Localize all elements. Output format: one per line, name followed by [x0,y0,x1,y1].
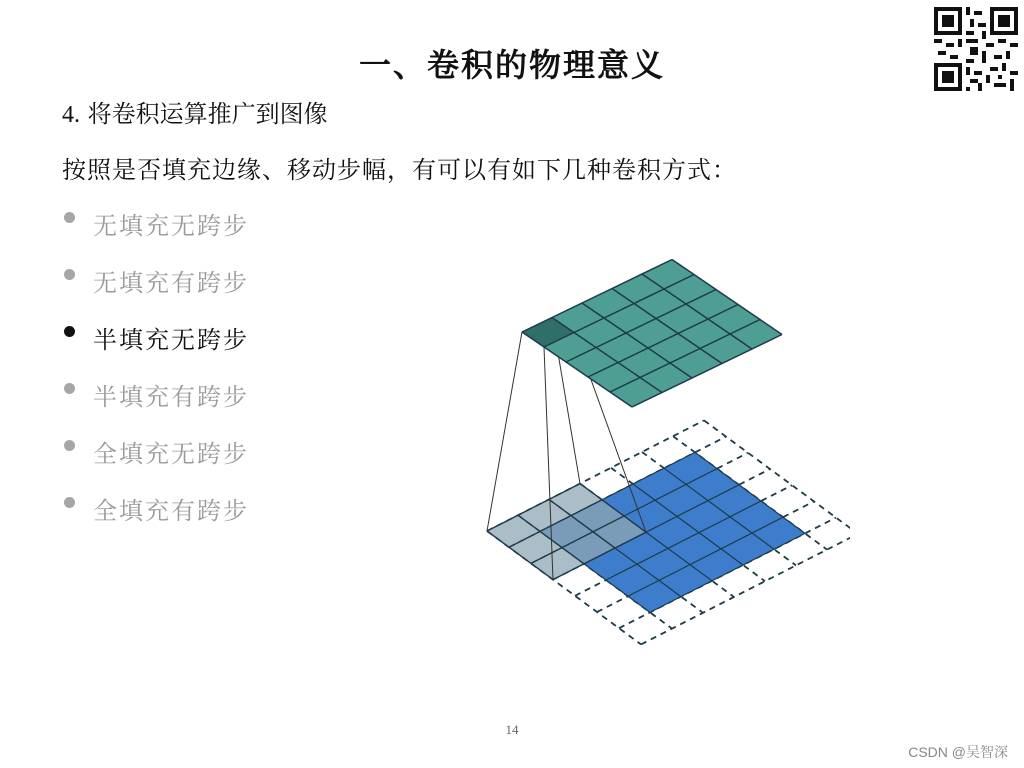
list-item-label: 半填充有跨步 [93,383,249,411]
list-item [62,263,249,320]
list-item [62,491,249,548]
list-item-label: 无填充有跨步 [93,269,249,297]
convolution-diagram [480,255,850,675]
list-item [62,320,249,377]
projection-line [487,332,522,531]
list-item-label: 无填充无跨步 [93,212,249,240]
qr-code-icon [933,7,1019,91]
bullet-icon [64,440,75,451]
intro-text: 按照是否填充边缘、移动步幅，有可以有如下几种卷积方式： [62,156,737,184]
bullet-icon [64,269,75,280]
slide-title: 一、卷积的物理意义 [358,46,665,84]
bullet-icon [64,326,75,337]
bullet-icon [64,383,75,394]
list-item-label: 半填充无跨步 [93,326,249,354]
list-item-label: 全填充无跨步 [93,440,249,468]
list-item [62,206,249,263]
bullet-icon [64,497,75,508]
section-subtitle [62,94,328,129]
section-heading: 将卷积运算推广到图像 [87,100,328,128]
section-number: 4. [62,102,80,128]
page-number: 14 [505,722,519,737]
bullet-icon [64,212,75,223]
watermark: CSDN @吴智深 [908,744,1008,760]
list-item [62,377,249,434]
list-item-label: 全填充有跨步 [93,497,249,525]
convolution-type-list [62,206,249,548]
list-item [62,434,249,491]
